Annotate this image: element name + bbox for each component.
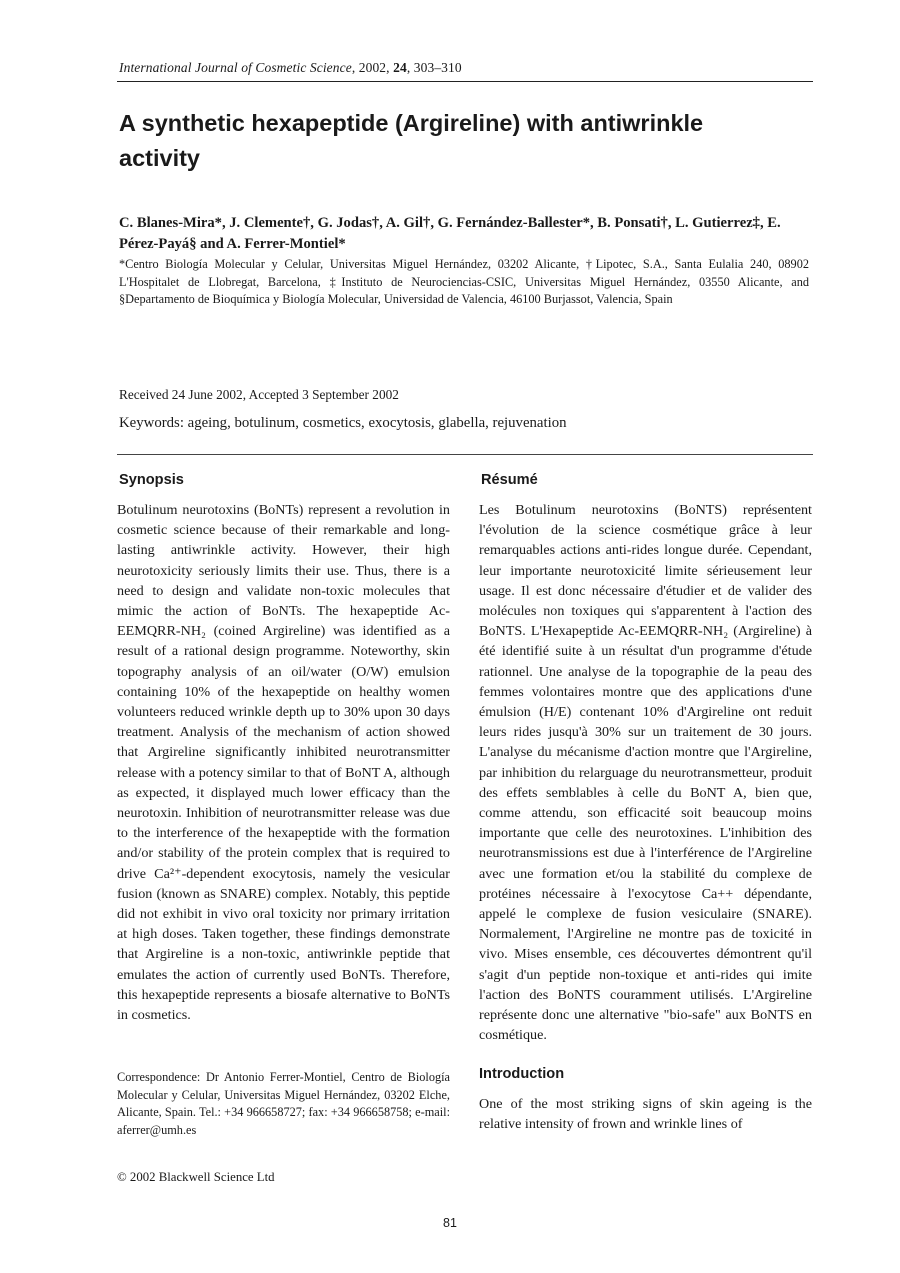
resume-heading: Résumé xyxy=(481,472,538,488)
resume-text: Les Botulinum neurotoxins (BoNTS) représentent l'évolution de la science cosmétique grâce à leur remarquables actions anti-rides longue durée. Cependant, leur importante neurotoxicité limite sérieusement leur usage. Il est donc nécessaire d'étudier et de valider des molécules non toxiques qui s'apparentent à l'action des BoNTS. L'Hexapeptide Ac-EEMQRR-NH₂ (Argireline) à été identifié suite à un résultat d'un programme d'étude rationnel. Une analyse de la topographie de la peau des femmes volontaires montre que des applications d'une émulsion (H/E) contenant 10% d'Argireline ont reduit leurs rides jusqu'à 30% sur un traitement de 30 jours. L'analyse du mécanisme d'action montre que l'Argireline, par inhibition du relarguage du neurotransmetteur, produit des effets semblables à celle du BoNT A, bien que, comme attendu, son efficacité soit beaucoup moins importante que celle des neurotoxines. L'inhibition des neurotransmissions est due à l'interférence de l'Argireline avec une formation et/ou la stabilité du complexe de protéines nécessaire à l'exocytose Ca++ dépendante, appelé le complexe de fusion vesiculaire (SNARE). Normalement, l'Argireline ne montre pas de toxicité in vivo. Mises ensemble, ces découvertes démontrent qu'il s'agit d'un peptide non-toxique et anti-rides qui imite l'action des BoNTS couramment utilisés. L'Argireline représente donc une alternative "bio-safe" aux BoNTS en cosmétique. xyxy=(479,502,812,1044)
affiliations: *Centro Biología Molecular y Celular, Universitas Miguel Hernández, 03202 Alicante, †Lipotec, S.A., Santa Eulalia 240, 08902 L'Hospitalet de Llobregat, Barcelona, ‡Instituto de Neurociencias-CSIC, Universitas Miguel Hernández, 03550 Alicante, and §Departamento de Bioquímica y Biología Molecular, Universidad de Valencia, 46100 Burjassot, Valencia, Spain xyxy=(119,257,809,307)
introduction-heading: Introduction xyxy=(479,1066,565,1082)
synopsis-heading: Synopsis xyxy=(119,472,184,488)
author-list: C. Blanes-Mira*, J. Clemente†, G. Jodas†, A. Gil†, G. Fernández-Ballester*, B. Ponsati†, L. Gutierrez‡, E. Pérez-Payá§ and A. Ferrer-Montiel* xyxy=(119,215,781,252)
journal-volume: 24 xyxy=(393,60,407,75)
keywords: Keywords: ageing, botulinum, cosmetics, exocytosis, glabella, rejuvenation xyxy=(119,415,567,431)
journal-pages: , 303–310 xyxy=(406,60,462,75)
introduction-text: One of the most striking signs of skin ageing is the relative intensity of frown and wrinkle lines of xyxy=(479,1096,812,1133)
keywords-rule xyxy=(117,454,813,455)
running-head xyxy=(119,60,462,76)
journal-name: International Journal of Cosmetic Science xyxy=(119,60,352,75)
header-rule xyxy=(117,81,813,82)
copyright-notice: © 2002 Blackwell Science Ltd xyxy=(117,1170,275,1184)
article-title: A synthetic hexapeptide (Argireline) with antiwrinkle activity xyxy=(119,110,704,171)
page-number: 81 xyxy=(443,1216,457,1230)
journal-year: , 2002, xyxy=(351,60,394,75)
received-dates: Received 24 June 2002, Accepted 3 September 2002 xyxy=(119,387,399,402)
synopsis-text: Botulinum neurotoxins (BoNTs) represent a revolution in cosmetic science because of their remarkable and long-lasting antiwrinkle activity. However, their high neurotoxicity seriously limits their use. Thus, there is a need to design and validate non-toxic molecules that mimic the action of BoNTs. The hexapeptide Ac-EEMQRR-NH₂ (coined Argireline) was identified as a result of a rational design programme. Noteworthy, skin topography analysis of an oil/water (O/W) emulsion containing 10% of the hexapeptide on healthy women volunteers reduced wrinkle depth up to 30% upon 30 days treatment. Analysis of the mechanism of action showed that Argireline significantly inhibited neurotransmitter release with a potency similar to that of BoNT A, although as expected, it displayed much lower efficacy than the neurotoxin. Inhibition of neurotransmitter release was due to the interference of the hexapeptide with the formation and/or stability of the protein complex that is required to drive Ca²⁺-dependent exocytosis, namely the vesicular fusion (known as SNARE) complex. Notably, this peptide did not exhibit in vivo oral toxicity nor primary irritation at high doses. Taken together, these findings demonstrate that Argireline is a non-toxic, antiwrinkle peptide that emulates the action of currently used BoNTs. Therefore, this hexapeptide represents a biosafe alternative to BoNTs in cosmetics. xyxy=(117,502,450,1024)
correspondence-note: Correspondence: Dr Antonio Ferrer-Montiel, Centro de Biología Molecular y Celular, Universitas Miguel Hernández, 03202 Elche, Alicante, Spain. Tel.: +34 966658727; fax: +34 966658758; e-mail: aferrer@umh.es xyxy=(117,1070,450,1137)
